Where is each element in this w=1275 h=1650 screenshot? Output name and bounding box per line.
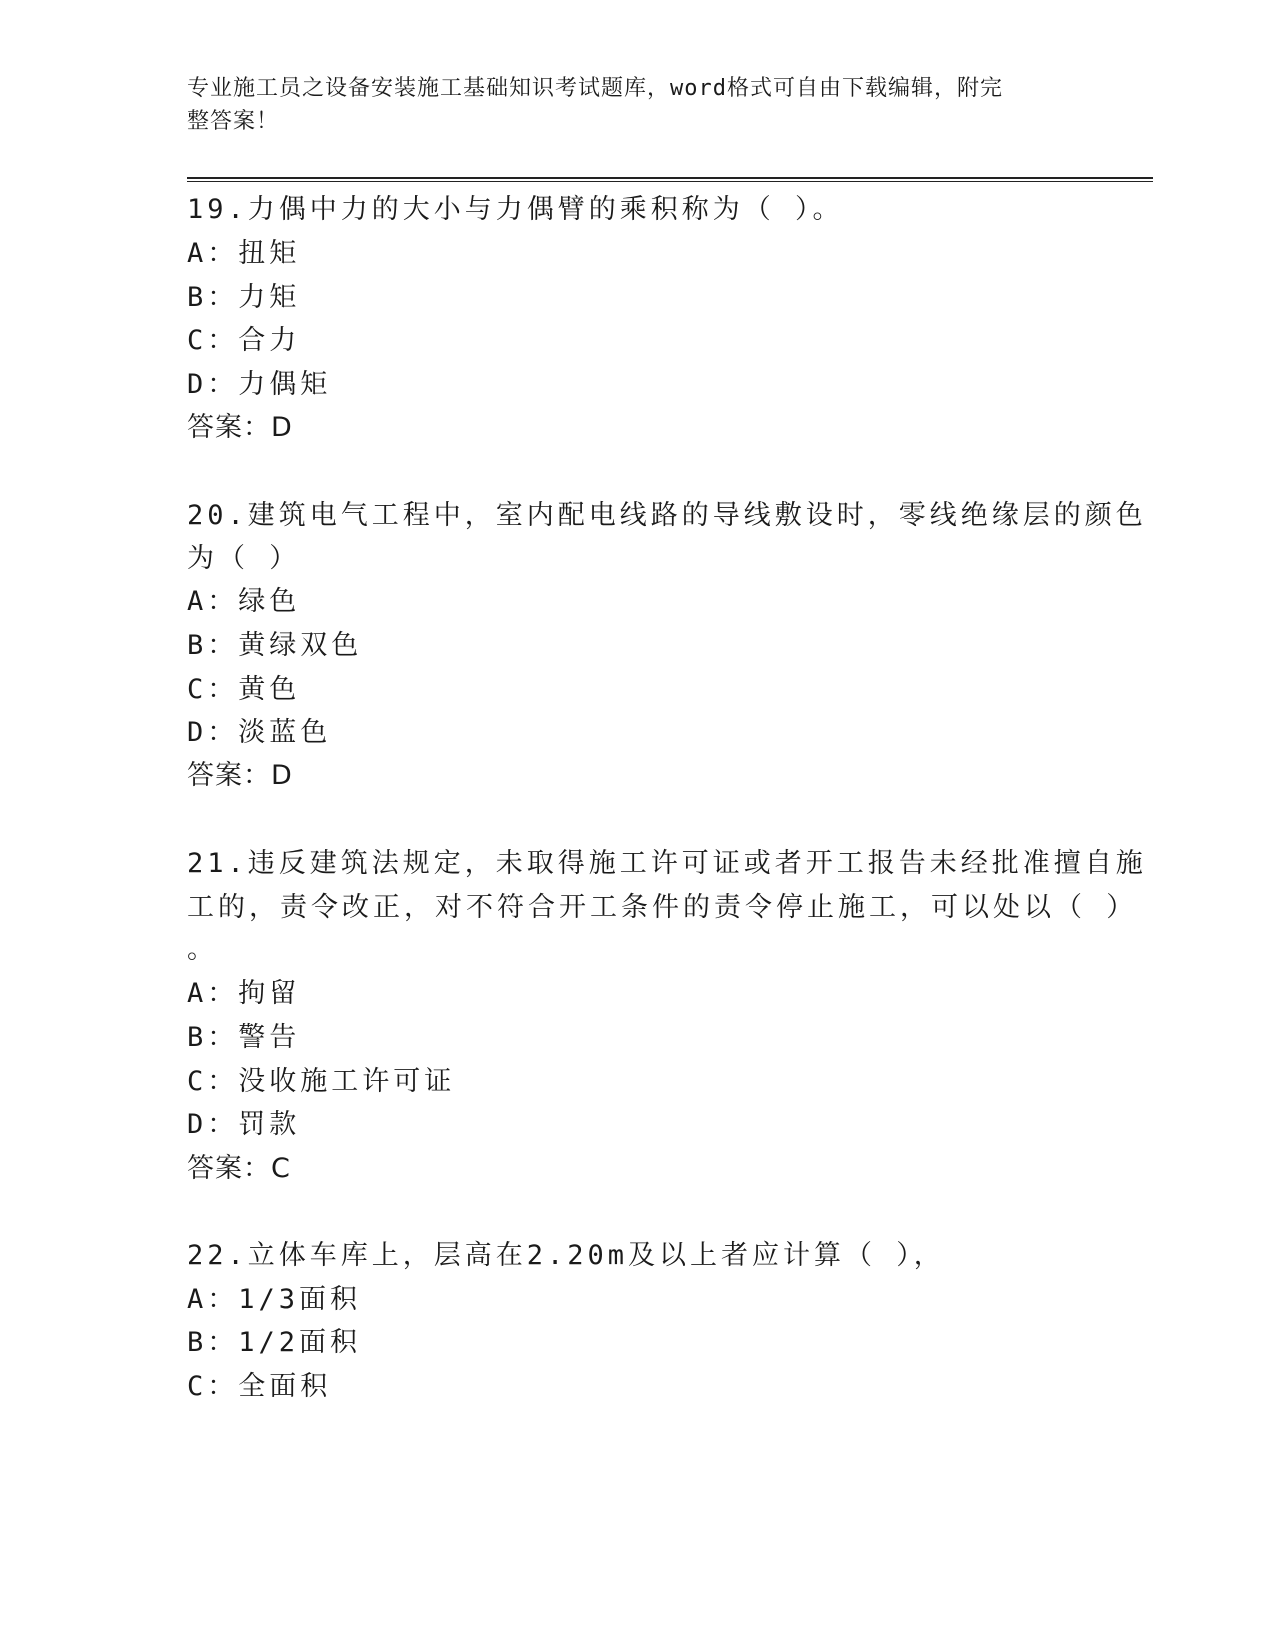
question-21-option-a: A：拘留: [187, 978, 301, 1009]
question-20-stem-line-1: 20.建筑电气工程中，室内配电线路的导线敷设时，零线绝缘层的颜色: [187, 500, 1147, 531]
question-19-option-b: B：力矩: [187, 282, 301, 313]
header-line-2: 整答案！: [187, 109, 280, 134]
question-19-option-d: D：力偶矩: [187, 369, 332, 400]
question-22-option-a: A：1/3面积: [187, 1284, 362, 1315]
question-22-option-c: C：全面积: [187, 1371, 332, 1402]
question-21-stem-line-3: 。: [187, 934, 218, 965]
question-20-option-b: B：黄绿双色: [187, 630, 363, 661]
question-21-answer: 答案：C: [187, 1153, 291, 1184]
question-20-option-d: D：淡蓝色: [187, 717, 332, 748]
question-19-option-c: C：合力: [187, 325, 301, 356]
question-20-answer: 答案：D: [187, 760, 293, 791]
question-21-option-d: D：罚款: [187, 1109, 301, 1140]
header-divider: [187, 177, 1153, 182]
question-21-option-c: C：没收施工许可证: [187, 1066, 456, 1097]
question-20-option-c: C：黄色: [187, 674, 301, 705]
question-20-option-a: A：绿色: [187, 586, 301, 617]
question-19-stem: 19.力偶中力的大小与力偶臂的乘积称为（ ）。: [187, 194, 844, 225]
question-19-option-a: A：扭矩: [187, 238, 301, 269]
question-22-option-b: B：1/2面积: [187, 1327, 362, 1358]
question-20-stem-line-2: 为（ ）: [187, 543, 301, 574]
question-19-answer: 答案：D: [187, 412, 293, 443]
question-22-stem: 22.立体车库上，层高在2.20m及以上者应计算（ ），: [187, 1240, 945, 1271]
question-21-stem-line-2: 工的，责令改正，对不符合开工条件的责令停止施工，可以处以（ ）: [187, 892, 1138, 923]
header-line-1: 专业施工员之设备安装施工基础知识考试题库，word格式可自由下载编辑，附完: [187, 76, 1003, 101]
document-header: [187, 72, 1067, 138]
question-21-stem-line-1: 21.违反建筑法规定，未取得施工许可证或者开工报告未经批准擅自施: [187, 848, 1147, 879]
question-21-option-b: B：警告: [187, 1022, 301, 1053]
